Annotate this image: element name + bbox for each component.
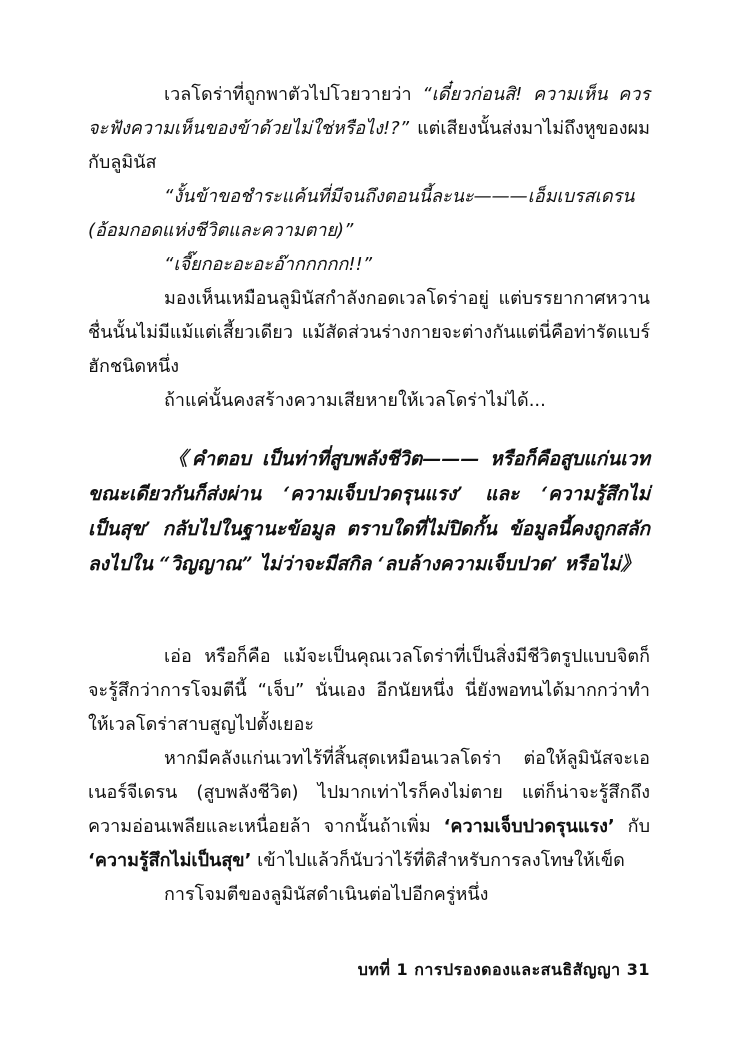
luminous-quote: “งั้นข้าขอชำระแค้นที่มีจนถึงตอนนี้ละนะ———เอ็มเบรสเดรน (อ้อมกอดแห่งชีวิตและความตาย)” bbox=[88, 186, 635, 241]
paragraph-7-part1: หากมีคลังแก่นเวทไร้ที่สิ้นสุดเหมือนเวลโดร่า ต่อให้ลูมินัสจะเอเนอร์จีเดรน (สูบพลังชีวิต) ไปมากเท่าไรก็คงไม่ตาย แต่ก็น่าจะรู้สึกถึงความอ่อนเพลียและเหนื่อยล้า จากนั้นถ้าเพิ่ม bbox=[88, 748, 650, 837]
paragraph-7-part3: เข้าไปแล้วก็นับว่าไร้ที่ติสำหรับการลงโทษให้เข็ด bbox=[251, 850, 625, 871]
veldora-scream: “เจี๊ยกอะอะอะอ๊ากกกกก!!” bbox=[164, 254, 373, 275]
paragraph-1-after: แต่เสียงนั้นส่งมาไม่ถึงหูของผมกับลูมินัส bbox=[88, 118, 650, 173]
veldora-quote: “เดี๋ยวก่อนสิ! ความเห็น ควรจะฟังความเห็นของข้าด้วยไม่ใช่หรือไง!?” bbox=[88, 84, 650, 139]
paragraph-7-part2: กับ bbox=[614, 816, 650, 837]
narrative-section-top bbox=[88, 78, 650, 418]
paragraph-7-bold2: ‘ความรู้สึกไม่เป็นสุข’ bbox=[88, 850, 252, 871]
paragraph-1-text: เวลโดร่าที่ถูกพาตัวไปโวยวายว่า bbox=[164, 84, 423, 105]
paragraph-4: มองเห็นเหมือนลูมินัสกำลังกอดเวลโดร่าอยู่ แต่บรรยากาศหวานชื่นนั้นไม่มีแม้แต่เสี้ยวเดียว แม้สัดส่วนร่างกายจะต่างกันแต่นี่คือท่ารัดแบร์ฮักชนิดหนึ่ง bbox=[88, 288, 650, 377]
paragraph-1 bbox=[88, 78, 650, 180]
paragraph-5: ถ้าแค่นั้นคงสร้างความเสียหายให้เวลโดร่าไม่ได้... bbox=[164, 390, 546, 411]
system-message bbox=[88, 442, 650, 582]
page-footer: บทที่ 1 การปรองดองและสนธิสัญญา 31 bbox=[357, 960, 650, 979]
paragraph-6: เอ่อ หรือก็คือ แม้จะเป็นคุณเวลโดร่าที่เป็นสิ่งมีชีวิตรูปแบบจิตก็จะรู้สึกว่าการโจมตีนี้ “เจ็บ” นั่นเอง อีกนัยหนึ่ง นี่ยังพอทนได้มากกว่าทำให้เวลโดร่าสาบสูญไปตั้งเยอะ bbox=[88, 646, 650, 735]
system-message-text: 《คำตอบ เป็นท่าที่สูบพลังชีวิต——— หรือก็คือสูบแก่นเวทขณะเดียวกันก็ส่งผ่าน ‘ความเจ็บปวดรุนแรง’ และ ‘ความรู้สึกไม่เป็นสุข’ กลับไปในฐานะข้อมูล ตราบใดที่ไม่ปิดกั้น ข้อมูลนี้คงถูกสลักลงไปใน “วิญญาณ” ไม่ว่าจะมีสกิล ‘ลบล้างความเจ็บปวด’ หรือไม่》 bbox=[88, 448, 650, 575]
narrative-section-bottom bbox=[88, 640, 650, 912]
paragraph-7-bold1: ‘ความเจ็บปวดรุนแรง’ bbox=[443, 816, 615, 837]
paragraph-8: การโจมตีของลูมินัสดำเนินต่อไปอีกครู่หนึ่ง bbox=[164, 884, 489, 905]
paragraph-7 bbox=[88, 742, 650, 878]
